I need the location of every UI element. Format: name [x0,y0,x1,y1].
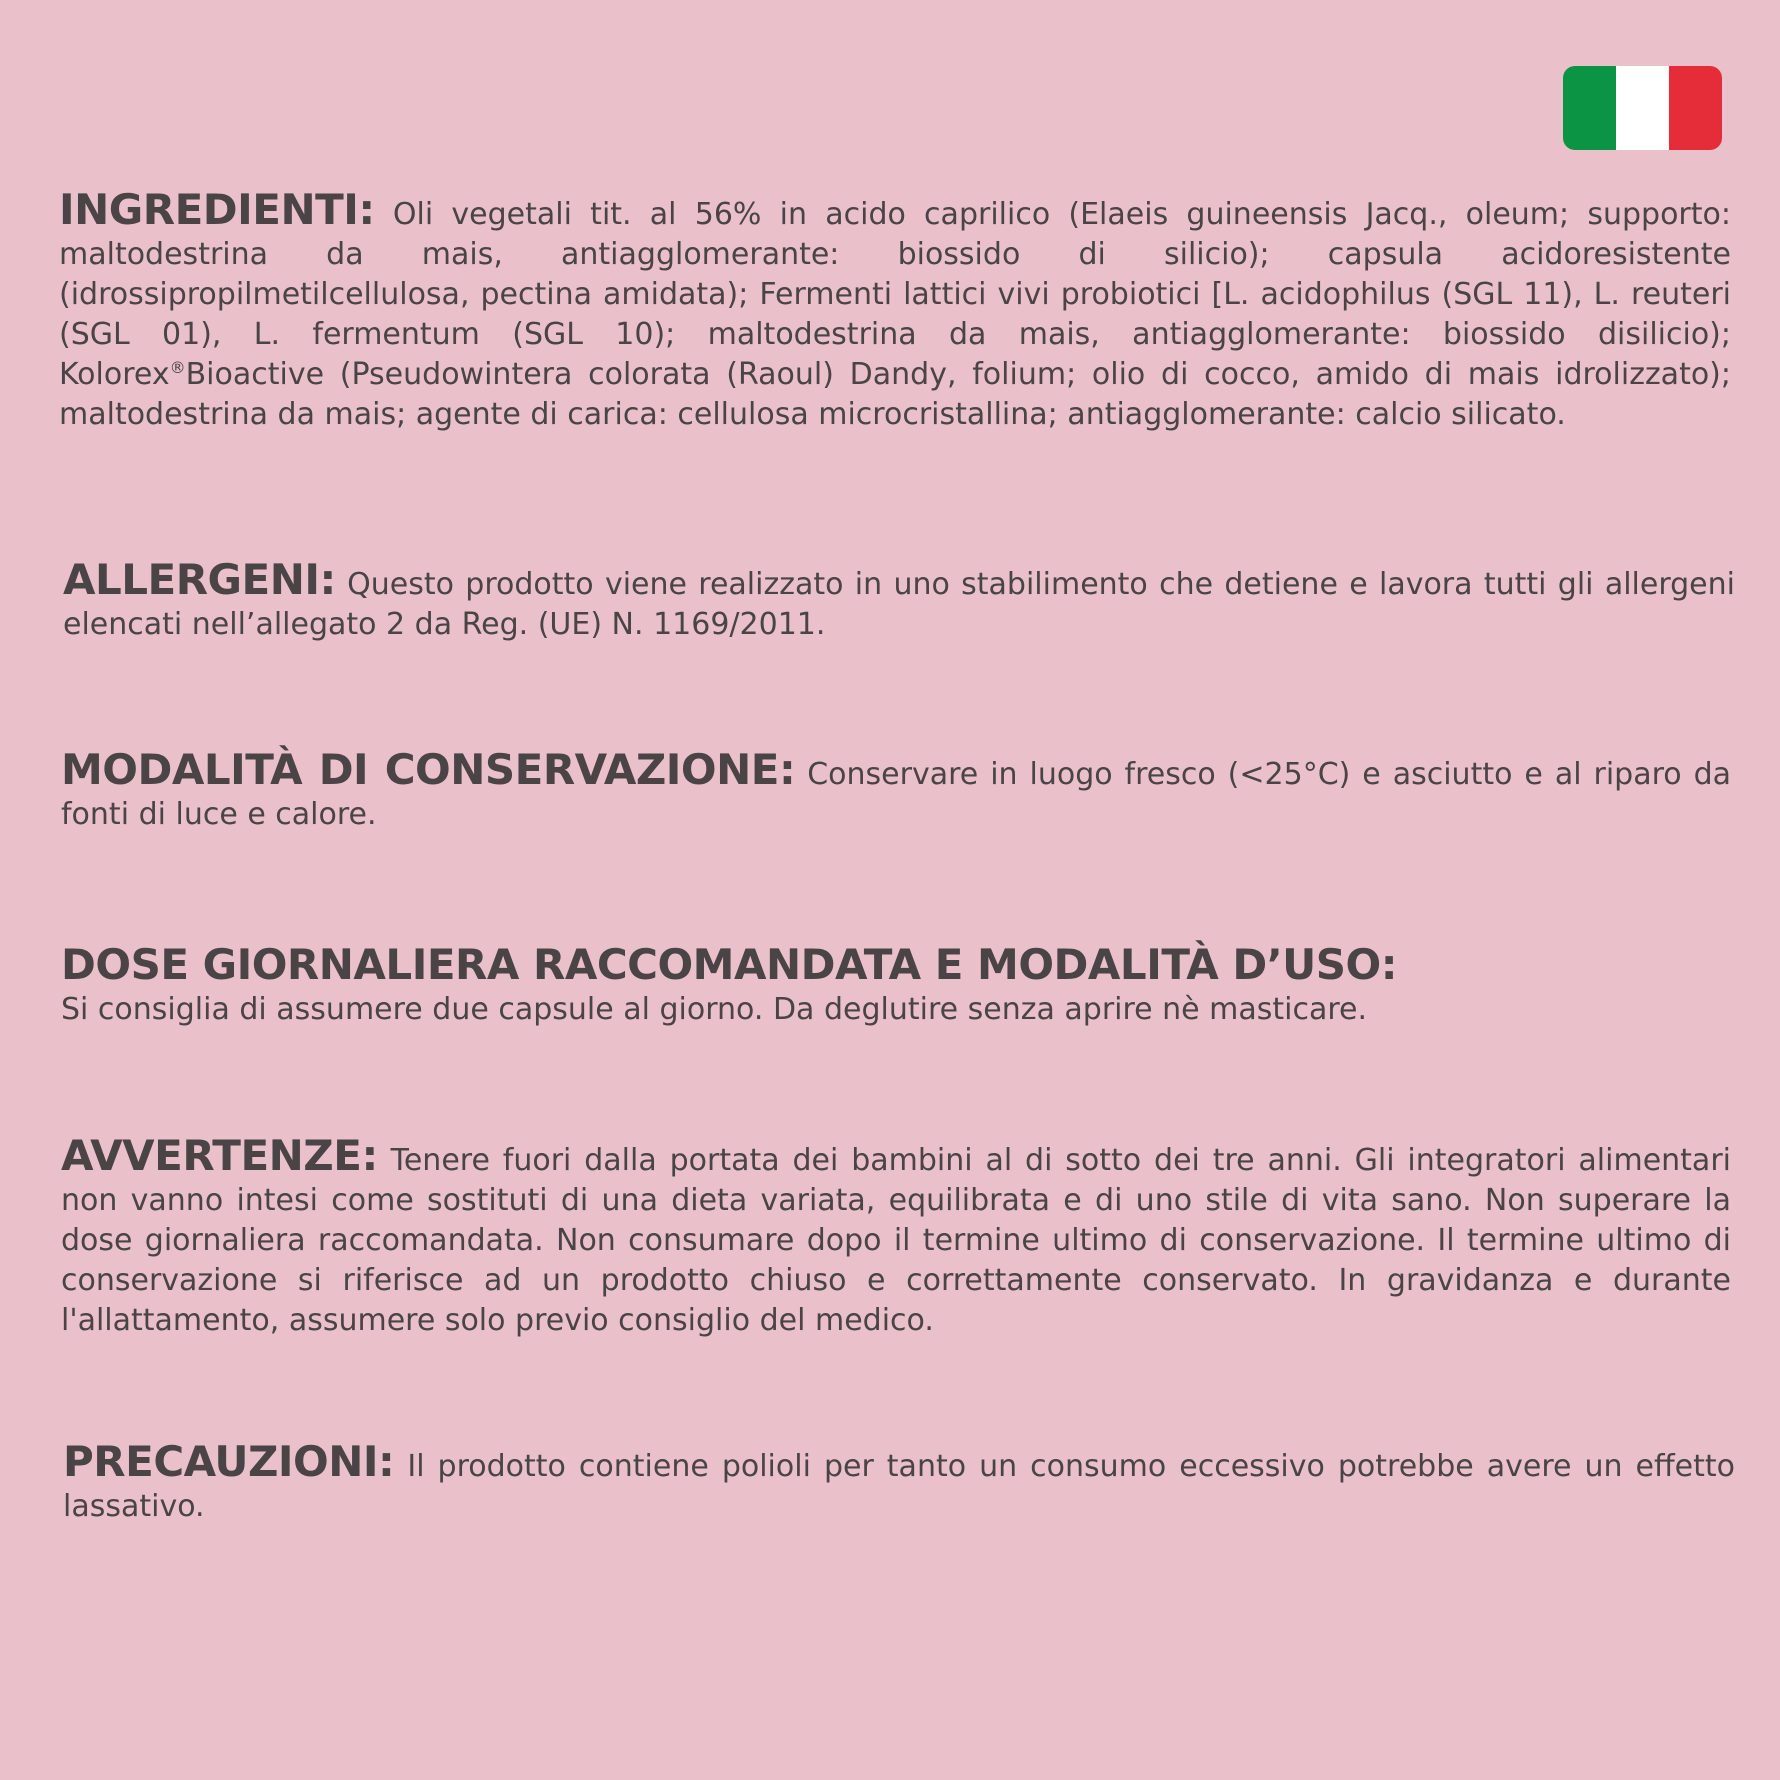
ingredienti-text: Oli vegetali tit. al 56% in acido caprilico (Elaeis guineensis Jacq., oleum; supporto: maltodestrina da mais, antiagglomerante: biossido di silicio); capsula acidoresistente (idrossipropilmetilcellulosa, pectina amidata); Fermenti lattici vivi probiotici [L. acidophilus (SGL 11), L. reuteri (SGL 01), L. fermentum (SGL 10); maltodestrina da mais, antiagglomerante: biossido disilicio); Kolorex [59,197,1731,392]
flag-red-stripe [1669,66,1722,150]
conservazione-text: Conservare in luogo fresco (<25°C) e asciutto e al riparo da fonti di luce e calore. [61,757,1731,832]
ingredienti-label: INGREDIENTI: [59,185,375,234]
avvertenze-text: Tenere fuori dalla portata dei bambini al di sotto dei tre anni. Gli integratori alimentari non vanno intesi come sostituti di una dieta variata, equilibrata e di uno stile di vita sano. Non superare la dose giornaliera raccomandata. Non consumare dopo il termine ultimo di conservazione. Il termine ultimo di conservazione si riferisce ad un prodotto chiuso e correttamente conservato. In gravidanza e durante l'allattamento, assumere solo previo consiglio del medico. [61,1143,1731,1338]
dose-text: Si consiglia di assumere due capsule al giorno. Da deglutire senza aprire nè masticare. [61,992,1368,1027]
registered-mark: ® [169,358,186,377]
conservazione-section [61,745,1731,835]
flag-green-stripe [1563,66,1616,150]
precauzioni-text: Il prodotto contiene polioli per tanto un consumo eccessivo potrebbe avere un effetto lassativo. [63,1449,1735,1524]
conservazione-label: MODALITÀ DI CONSERVAZIONE: [61,745,796,794]
ingredienti-text-continued: Bioactive (Pseudowintera colorata (Raoul) Dandy, folium; olio di cocco, amido di mais idrolizzato); maltodestrina da mais; agente di carica: cellulosa microcristallina; antiagglomerante: calcio silicato. [59,357,1731,432]
avvertenze-section [61,1131,1731,1341]
dose-label: DOSE GIORNALIERA RACCOMANDATA E MODALITÀ D’USO: [61,940,1398,989]
dose-section [61,940,1731,1030]
precauzioni-label: PRECAUZIONI: [63,1437,395,1486]
ingredienti-section [59,185,1731,435]
allergeni-label: ALLERGENI: [63,555,336,604]
avvertenze-label: AVVERTENZE: [61,1131,378,1180]
allergeni-text: Questo prodotto viene realizzato in uno stabilimento che detiene e lavora tutti gli allergeni elencati nell’allegato 2 da Reg. (UE) N. 1169/2011. [63,567,1735,642]
precauzioni-section [63,1437,1735,1527]
italy-flag-icon [1563,66,1722,150]
allergeni-section [63,555,1735,645]
flag-white-stripe [1616,66,1669,150]
